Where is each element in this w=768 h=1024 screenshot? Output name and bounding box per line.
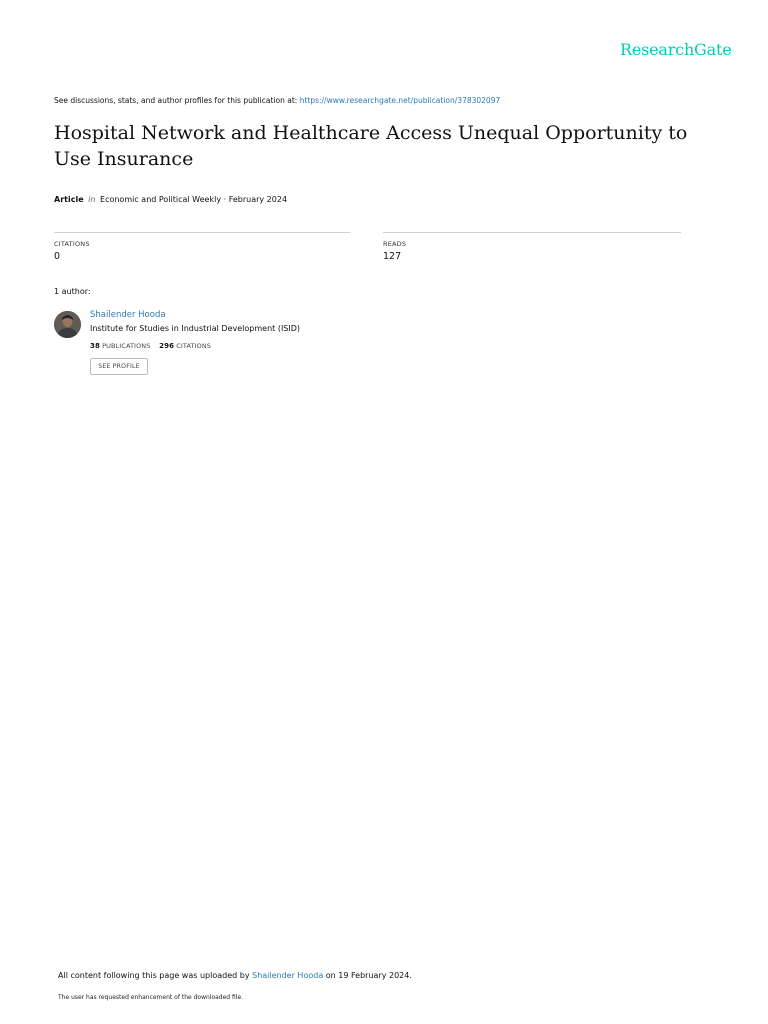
authors-heading: 1 author: xyxy=(54,287,91,296)
article-title: Hospital Network and Healthcare Access Unequal Opportunity to Use Insurance xyxy=(54,122,688,170)
publication-url-link[interactable]: https://www.researchgate.net/publication/378302097 xyxy=(299,96,501,105)
author-stats xyxy=(90,342,211,350)
citations-divider xyxy=(54,232,350,233)
meta-in-label: in xyxy=(88,195,96,204)
author-institution: Institute for Studies in Industrial Development (ISID) xyxy=(90,324,301,333)
reads-value: 127 xyxy=(383,251,402,262)
upload-prefix: All content following this page was uploaded by xyxy=(58,971,250,980)
author-publications-count: 38 xyxy=(90,342,100,350)
see-line-prefix: See discussions, stats, and author profiles for this publication at: xyxy=(54,96,298,105)
author-citations-count: 296 xyxy=(159,342,175,350)
reads-divider xyxy=(383,232,681,233)
researchgate-logo[interactable]: ResearchGate xyxy=(620,40,732,59)
upload-suffix: on 19 February 2024. xyxy=(325,971,412,980)
reads-label: READS xyxy=(383,240,407,248)
author-publications-label: PUBLICATIONS xyxy=(102,342,151,350)
see-profile-button[interactable]: SEE PROFILE xyxy=(90,358,148,375)
author-citations-label: CITATIONS xyxy=(176,342,212,350)
enhancement-note: The user has requested enhancement of the downloaded file. xyxy=(58,994,244,1001)
upload-info xyxy=(58,971,412,980)
citations-value: 0 xyxy=(54,251,61,262)
uploader-link[interactable]: Shailender Hooda xyxy=(252,971,324,980)
citations-label: CITATIONS xyxy=(54,240,90,248)
article-venue: Economic and Political Weekly · February 2024 xyxy=(100,195,288,204)
author-name-link[interactable]: Shailender Hooda xyxy=(90,310,166,320)
author-avatar[interactable] xyxy=(54,311,81,338)
article-type: Article xyxy=(54,195,84,204)
avatar-photo-icon xyxy=(54,311,81,338)
article-meta xyxy=(54,195,287,204)
publication-link-line xyxy=(54,96,500,105)
